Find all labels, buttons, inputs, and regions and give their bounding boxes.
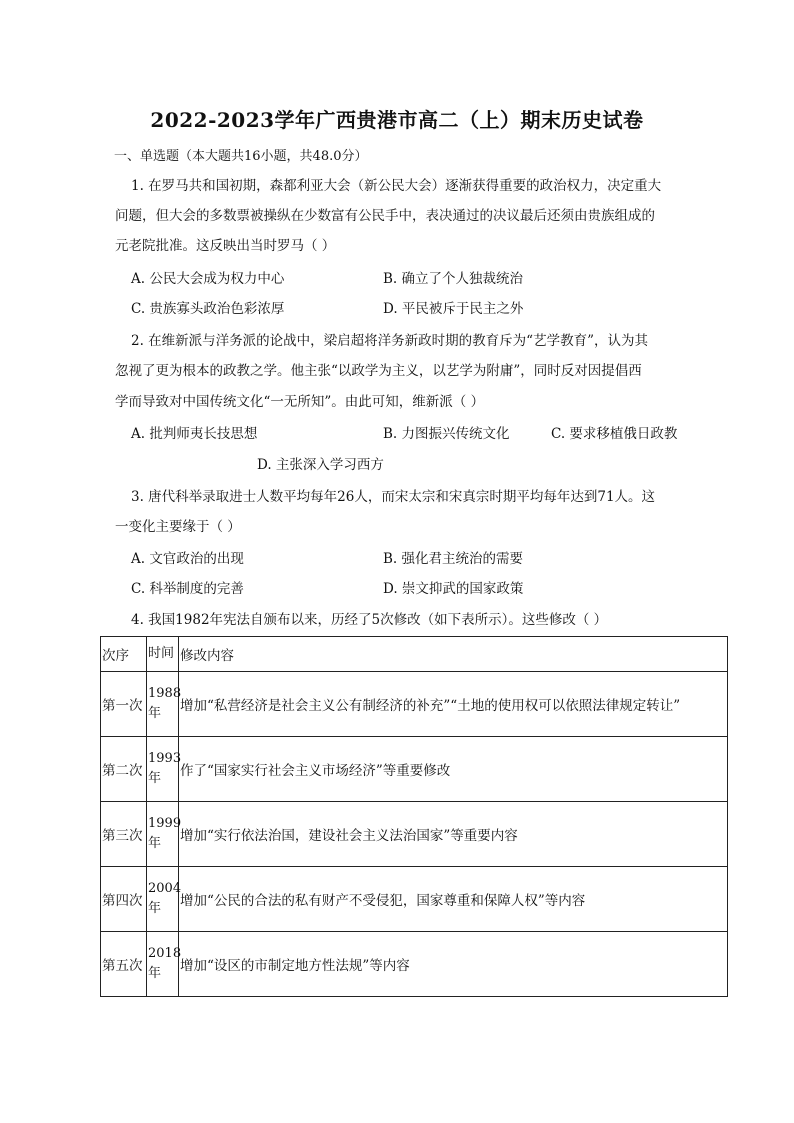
row-year: 1988年	[147, 672, 179, 737]
q2-line-3: 学而导致对中国传统文化“一无所知”。由此可知，维新派（ ）	[115, 394, 485, 410]
header-year: 时间	[147, 637, 179, 672]
q3-option-c: C. 科举制度的完善	[131, 581, 244, 597]
q2-option-a: A. 批判师夷长技思想	[131, 426, 258, 442]
row-content: 增加“公民的合法的私有财产不受侵犯，国家尊重和保障人权”等内容	[179, 867, 728, 932]
q2-line-1: 2. 在维新派与洋务派的论战中，梁启超将洋务新政时期的教育斥为“艺学教育”，认为其	[131, 333, 648, 349]
row-order: 第二次	[101, 737, 147, 802]
q1-line-1: 1. 在罗马共和国初期，森都利亚大会（新公民大会）逐渐获得重要的政治权力，决定重大	[131, 178, 662, 194]
header-content: 修改内容	[179, 637, 728, 672]
q1-line-3: 元老院批准。这反映出当时罗马（ ）	[115, 238, 336, 254]
table-header-row	[101, 637, 728, 672]
section-heading: 一、单选题（本大题共16小题，共48.0分）	[114, 149, 368, 164]
q2-option-d: D. 主张深入学习西方	[257, 457, 384, 473]
header-order: 次序	[101, 637, 147, 672]
row-content: 增加“私营经济是社会主义公有制经济的补充”“土地的使用权可以依照法律规定转让”	[179, 672, 728, 737]
row-year: 2018年	[147, 932, 179, 997]
q1-line-2: 问题，但大会的多数票被操纵在少数富有公民手中，表决通过的决议最后还须由贵族组成的	[115, 208, 655, 224]
row-order: 第三次	[101, 802, 147, 867]
q1-option-c: C. 贵族寡头政治色彩浓厚	[131, 301, 285, 317]
table-row	[101, 802, 728, 867]
table-row	[101, 867, 728, 932]
row-content: 增加“实行依法治国，建设社会主义法治国家”等重要内容	[179, 802, 728, 867]
row-order: 第五次	[101, 932, 147, 997]
table-row	[101, 932, 728, 997]
revision-table	[100, 636, 728, 997]
table-row	[101, 672, 728, 737]
page-title: 2022-2023学年广西贵港市高二（上）期末历史试卷	[150, 108, 644, 132]
row-order: 第一次	[101, 672, 147, 737]
row-content: 增加“设区的市制定地方性法规”等内容	[179, 932, 728, 997]
q1-option-b: B. 确立了个人独裁统治	[383, 271, 524, 287]
q3-option-b: B. 强化君主统治的需要	[383, 551, 524, 567]
row-year: 1999年	[147, 802, 179, 867]
q4-line-1: 4. 我国1982年宪法自颁布以来，历经了5次修改（如下表所示）。这些修改（ ）	[131, 612, 608, 628]
q3-line-2: 一变化主要缘于（ ）	[115, 519, 241, 535]
q2-line-2: 忽视了更为根本的政教之学。他主张“以政学为主义，以艺学为附庸”，同时反对因提倡西	[115, 363, 642, 379]
row-order: 第四次	[101, 867, 147, 932]
q1-option-a: A. 公民大会成为权力中心	[131, 271, 285, 287]
q3-option-d: D. 崇文抑武的国家政策	[383, 581, 524, 597]
row-content: 作了“国家实行社会主义市场经济”等重要修改	[179, 737, 728, 802]
row-year: 1993年	[147, 737, 179, 802]
row-year: 2004年	[147, 867, 179, 932]
q2-option-c: C. 要求移植俄日政教	[551, 426, 678, 442]
q1-option-d: D. 平民被斥于民主之外	[383, 301, 524, 317]
q3-line-1: 3. 唐代科举录取进士人数平均每年26人，而宋太宗和宋真宗时期平均每年达到71人。这	[131, 489, 656, 505]
q3-option-a: A. 文官政治的出现	[131, 551, 244, 567]
q2-option-b: B. 力图振兴传统文化	[383, 426, 510, 442]
table-row	[101, 737, 728, 802]
